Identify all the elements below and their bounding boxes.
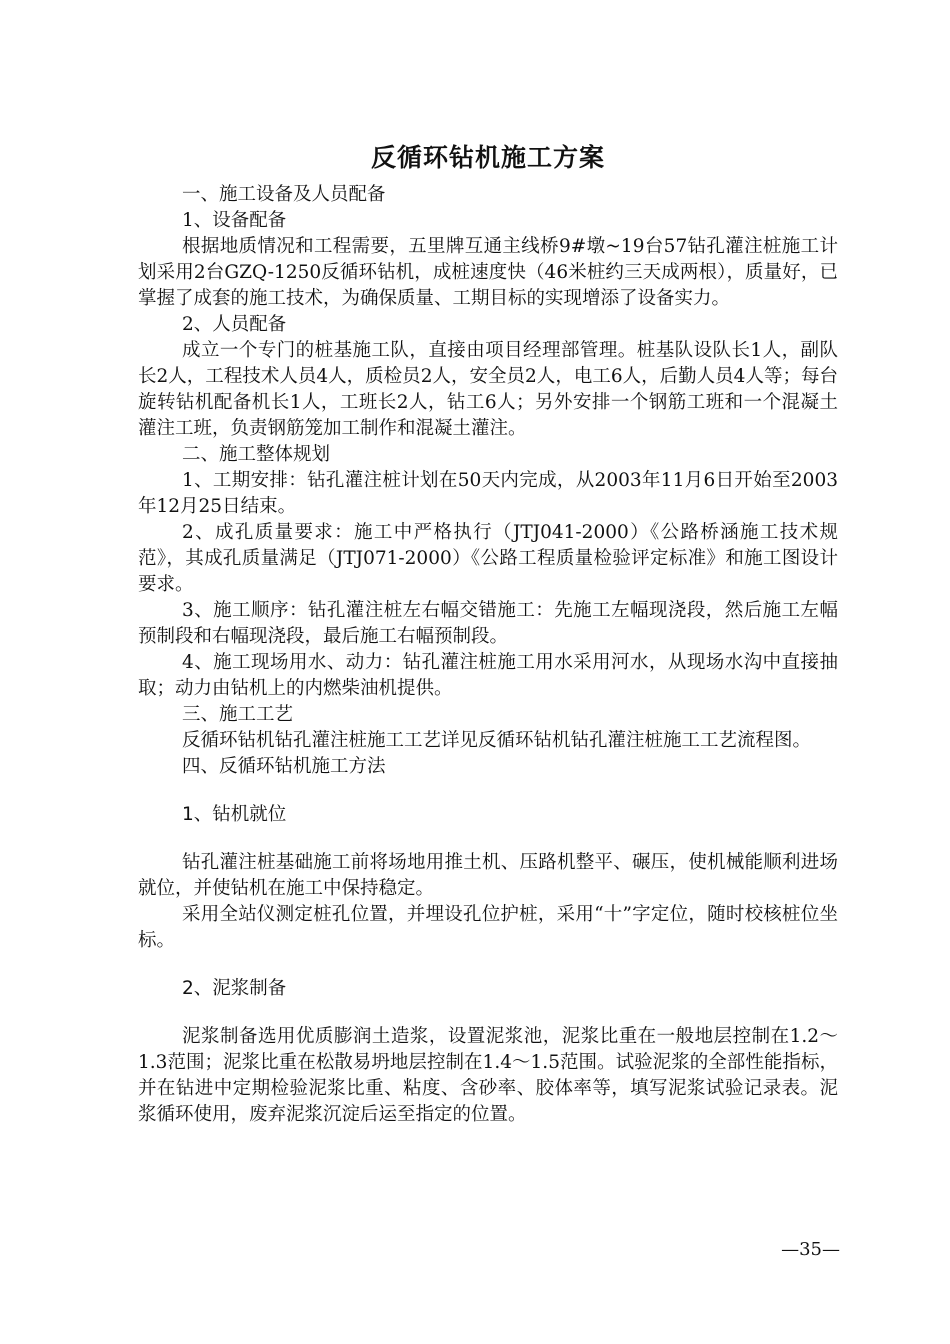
subsection-heading-rig-positioning: 1、钻机就位	[182, 804, 287, 825]
document-body	[138, 138, 838, 1128]
paragraph-construction-sequence: 3、施工顺序：钻孔灌注桩左右幅交错施工：先施工左幅现浇段，然后施工左幅预制段和右幅现浇段，最后施工右幅预制段。	[138, 600, 838, 647]
section-heading-equipment-personnel: 一、施工设备及人员配备	[182, 184, 386, 205]
document-title: 反循环钻机施工方案	[370, 143, 605, 172]
paragraph-water-power: 4、施工现场用水、动力：钻孔灌注桩施工用水采用河水，从现场水沟中直接抽取；动力由钻机上的内燃柴油机提供。	[138, 652, 838, 699]
paragraph-rig-positioning-1: 钻孔灌注桩基础施工前将场地用推土机、压路机整平、碾压，使机械能顺利进场就位，并使钻机在施工中保持稳定。	[138, 852, 838, 899]
paragraph-quality-requirements: 2、成孔质量要求：施工中严格执行（JTJ041-2000）《公路桥涵施工技术规范》，其成孔质量满足（JTJ071-2000）《公路工程质量检验评定标准》和施工图设计要求。	[138, 522, 838, 595]
section-heading-process: 三、施工工艺	[182, 704, 294, 725]
paragraph-slurry: 泥浆制备选用优质膨润土造浆，设置泥浆池，泥浆比重在一般地层控制在1.2～1.3范围；泥浆比重在松散易坍地层控制在1.4～1.5范围。试验泥浆的全部性能指标，并在钻进中定期检验泥浆比重、粘度、含砂率、胶体率等，填写泥浆试验记录表。泥浆循环使用，废弃泥浆沉淀后运至指定的位置。	[138, 1026, 838, 1125]
subsection-heading-equipment: 1、设备配备	[182, 210, 287, 231]
section-heading-method: 四、反循环钻机施工方法	[182, 756, 386, 777]
paragraph-rig-positioning-2: 采用全站仪测定桩孔位置，并埋设孔位护桩，采用“十”字定位，随时校核桩位坐标。	[138, 904, 838, 951]
paragraph-personnel: 成立一个专门的桩基施工队，直接由项目经理部管理。桩基队设队长1人，副队长2人，工程技术人员4人，质检员2人，安全员2人，电工6人，后勤人员4人等；每台旋转钻机配备机长1人，工班长2人，钻工6人；另外安排一个钢筋工班和一个混凝土灌注工班，负责钢筋笼加工制作和混凝土灌注。	[138, 340, 838, 439]
subsection-heading-slurry: 2、泥浆制备	[182, 978, 287, 999]
paragraph-process: 反循环钻机钻孔灌注桩施工工艺详见反循环钻机钻孔灌注桩施工工艺流程图。	[182, 730, 812, 751]
subsection-heading-personnel: 2、人员配备	[182, 314, 287, 335]
paragraph-equipment: 根据地质情况和工程需要，五里牌互通主线桥9#墩~19台57钻孔灌注桩施工计划采用2台GZQ-1250反循环钻机，成桩速度快（46米桩约三天成两根），质量好，已掌握了成套的施工技术，为确保质量、工期目标的实现增添了设备实力。	[138, 236, 838, 309]
section-heading-overall-plan: 二、施工整体规划	[182, 444, 331, 465]
paragraph-schedule: 1、工期安排：钻孔灌注桩计划在50天内完成，从2003年11月6日开始至2003年12月25日结束。	[138, 470, 838, 517]
page-number: —35—	[781, 1239, 840, 1260]
